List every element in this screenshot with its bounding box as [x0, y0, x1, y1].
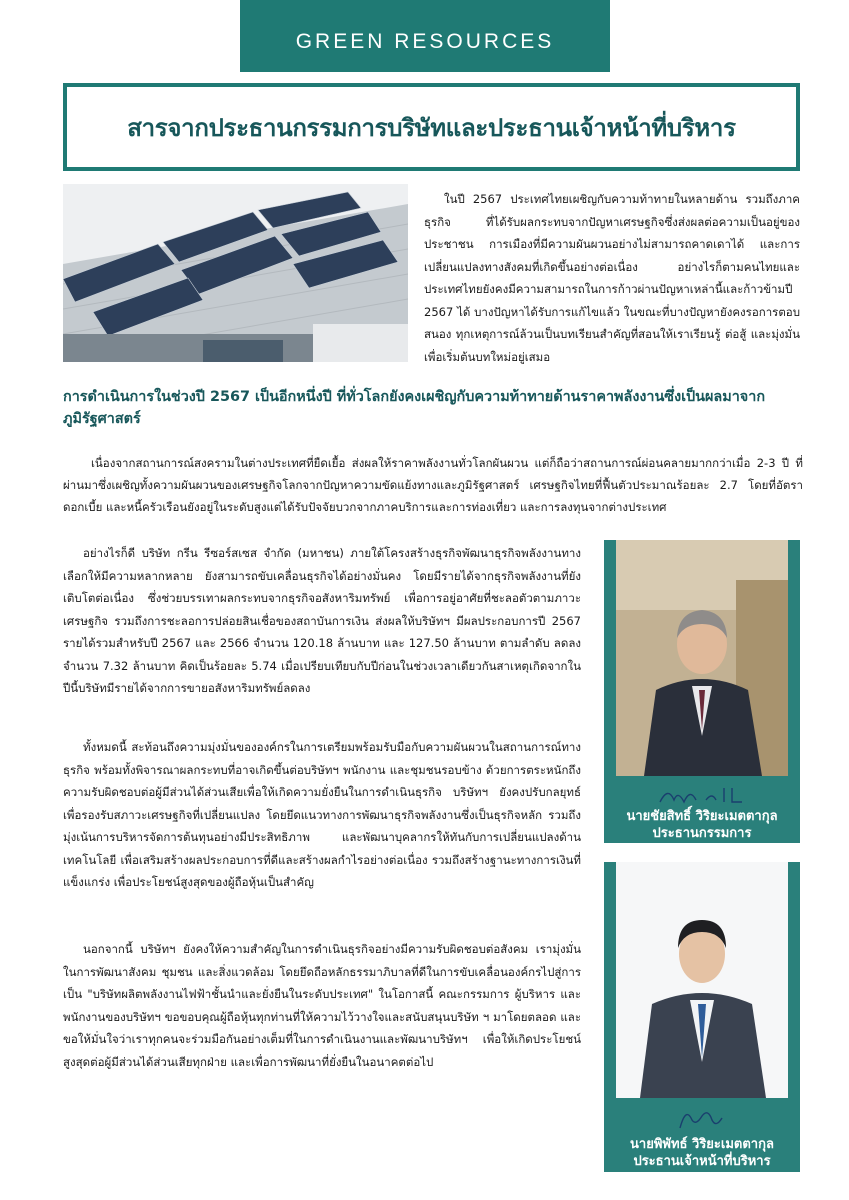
- ceo-name: นายพิพัทธ์ วิริยะเมตตากุล: [630, 1137, 774, 1152]
- ceo-signature: [650, 1100, 754, 1134]
- intro-paragraph: ในปี 2567 ประเทศไทยเผชิญกับความท้าทายในหลายด้าน รวมถึงภาคธุรกิจ ที่ได้รับผลกระทบจากปัญหาเศรษฐกิจซึ่งส่งผลต่อความเป็นอยู่ของประชาชน การเมืองที่มีความผันผวนอย่างไม่สามารถคาดเดาได้ และการเปลี่ยนแปลงทางสังคมที่เกิดขึ้นอย่างต่อเนื่อง อย่างไรก็ตามคนไทยและประเทศไทยยังคงมีความสามารถในการก้าวผ่านปัญหาเหล่านี้และก้าวข้ามปี 2567 ได้ บางปัญหาได้รับการแก้ไขแล้ว ในขณะที่บางปัญหายังคงรอการตอบสนอง ทุกเหตุการณ์ล้วนเป็นบทเรียนสำคัญที่สอนให้เราเรียนรู้ ต่อสู้ และมุ่งมั่นเพื่อเริ่มต้นบทใหม่อยู่เสมอ: [424, 192, 800, 364]
- chairman-name: นายชัยสิทธิ์ วิริยะเมตตากุล: [626, 809, 778, 824]
- brand-tab: [240, 0, 610, 72]
- chairman-card: [604, 540, 800, 843]
- solar-roof-photo: [63, 184, 408, 362]
- title-box: [63, 83, 800, 171]
- body-paragraph-3: ทั้งหมดนี้ สะท้อนถึงความมุ่งมั่นขององค์กรในการเตรียมพร้อมรับมือกับความผันผวนในสถานการณ์ทางธุรกิจ พร้อมทั้งพิจารณาผลกระทบที่อาจเกิดขึ้นต่อบริษัทฯ พนักงาน และชุมชนรอบข้าง ด้วยการตระหนักถึงความรับผิดชอบต่อผู้มีส่วนได้ส่วนเสียเพื่อให้เกิดความยั่งยืนในการดำเนินธุรกิจ บริษัทฯ ยังคงปรับกลยุทธ์เพื่อรองรับสภาวะเศรษฐกิจที่เปลี่ยนแปลง โดยยึดแนวทางการพัฒนาธุรกิจพลังงานซึ่งเป็นธุรกิจหลัก รวมถึงมุ่งเน้นการบริหารจัดการต้นทุนอย่างมีประสิทธิภาพ และพัฒนาบุคลากรให้ทันกับการเปลี่ยนแปลงด้านเทคโนโลยี เพื่อเสริมสร้างผลประกอบการที่ดีและสร้างผลกำไรอย่างต่อเนื่อง รวมถึงสร้างฐานะทางการเงินที่แข็งแกร่ง เพื่อประโยชน์สูงสุดของผู้ถือหุ้นเป็นสำคัญ: [63, 740, 581, 889]
- chairman-signature: [650, 778, 754, 812]
- ceo-photo: [616, 862, 788, 1098]
- chairman-photo: [616, 540, 788, 776]
- body-paragraph-1: เนื่องจากสถานการณ์สงครามในต่างประเทศที่ยืดเยื้อ ส่งผลให้ราคาพลังงานทั่วโลกผันผวน แต่ก็ถือว่าสถานการณ์ผ่อนคลายมากกว่าเมื่อ 2-3 ปี ที่ผ่านมาซึ่งเผชิญทั้งความผันผวนของเศรษฐกิจโลกจากปัญหาความขัดแย้งทางและภูมิรัฐศาสตร์ เศรษฐกิจไทยที่ฟื้นตัวประมาณร้อยละ 2.7 โดยที่อัตราดอกเบี้ย และหนี้ครัวเรือนยังอยู่ในระดับสูงแต่ได้รับปัจจัยบวกจากภาคบริการและการท่องเที่ยว และการลงทุนจากต่างประเทศ: [63, 456, 803, 514]
- ceo-title: ประธานเจ้าหน้าที่บริหาร: [633, 1154, 771, 1169]
- chairman-title: ประธานกรรมการ: [652, 826, 752, 841]
- body-paragraph-4: นอกจากนี้ บริษัทฯ ยังคงให้ความสำคัญในการดำเนินธุรกิจอย่างมีความรับผิดชอบต่อสังคม เรามุ่งมั่นในการพัฒนาสังคม ชุมชน และสิ่งแวดล้อม โดยยึดถือหลักธรรมาภิบาลที่ดีในการขับเคลื่อนองค์กรไปสู่การเป็น "บริษัทผลิตพลังงานไฟฟ้าชั้นนำและยั่งยืนในระดับประเทศ" ในโอกาสนี้ คณะกรรมการ ผู้บริหาร และพนักงานของบริษัทฯ ขอขอบคุณผู้ถือหุ้นทุกท่านที่ให้ความไว้วางใจและสนับสนุนบริษัท ฯ มาโดยตลอด และขอให้มั่นใจว่าเราทุกคนจะร่วมมือกันอย่างเต็มที่ในการดำเนินงานและพัฒนาบริษัทฯ เพื่อให้เกิดประโยชน์สูงสุดต่อผู้มีส่วนได้ส่วนเสียทุกฝ่าย และเพื่อการพัฒนาที่ยั่งยืนในอนาคตต่อไป: [63, 942, 581, 1069]
- page-title: สารจากประธานกรรมการบริษัทและประธานเจ้าหน้าที่บริหาร: [127, 113, 736, 142]
- ceo-card: [604, 862, 800, 1172]
- body-paragraph-2: อย่างไรก็ดี บริษัท กรีน รีซอร์สเซส จำกัด (มหาชน) ภายใต้โครงสร้างธุรกิจพัฒนาธุรกิจพลังงานทางเลือกให้มีความหลากหลาย ยังสามารถขับเคลื่อนธุรกิจได้อย่างมั่นคง โดยมีรายได้จากธุรกิจพลังงานที่ยังเติบโตต่อเนื่อง ซึ่งช่วยบรรเทาผลกระทบจากธุรกิจอสังหาริมทรัพย์ เพื่อการอยู่อาศัยที่ชะลอตัวตามภาวะเศรษฐกิจ รวมถึงการชะลอการปล่อยสินเชื่อของสถาบันการเงิน ส่งผลให้บริษัทฯ มีผลประกอบการปี 2567 รายได้รวมสำหรับปี 2567 และ 2566 จำนวน 120.18 ล้านบาท และ 127.50 ล้านบาท ตามลำดับ ลดลง จำนวน 7.32 ล้านบาท คิดเป็นร้อยละ 5.74 เมื่อเปรียบเทียบกับปีก่อนในช่วงเวลาเดียวกันสาเหตุเกิดจากในปีนี้บริษัทมีรายได้จากการขายอสังหาริมทรัพย์ลดลง: [63, 546, 581, 695]
- brand-name: GREEN RESOURCES: [295, 30, 555, 53]
- section-heading: การดำเนินการในช่วงปี 2567 เป็นอีกหนึ่งปี ที่ทั่วโลกยังคงเผชิญกับความท้าทายด้านราคาพลังงานซึ่งเป็นผลมาจากภูมิรัฐศาสตร์: [63, 389, 766, 427]
